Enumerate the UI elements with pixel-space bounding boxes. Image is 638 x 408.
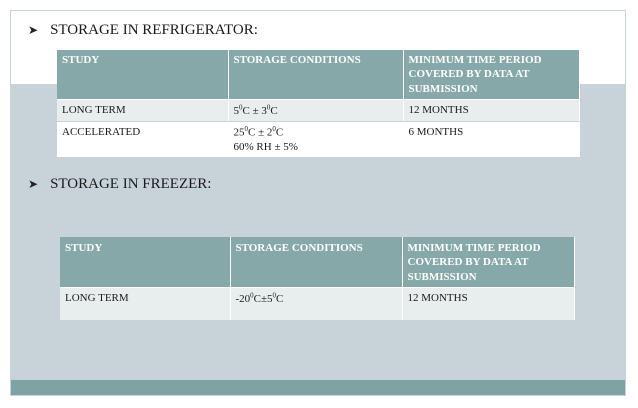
table-header-row [57, 50, 579, 99]
heading-freezer [28, 176, 211, 193]
arrow-bullet-icon: ➤ [28, 23, 39, 37]
freezer-table [60, 237, 575, 321]
heading-refrigerator-text: STORAGE IN REFRIGERATOR: [50, 22, 258, 38]
column-header-conditions: STORAGE CONDITIONS [230, 237, 402, 287]
cell-study: ACCELERATED [57, 121, 228, 157]
table-row [57, 99, 579, 121]
heading-freezer-text: STORAGE IN FREEZER: [50, 176, 212, 192]
condition-line-1: $-20^0C\pm 5^0C$ [235, 290, 284, 305]
column-header-period: MINIMUM TIME PERIOD COVERED BY DATA AT SUBMISSION [403, 50, 579, 99]
table-row [60, 287, 574, 320]
table-row [57, 121, 579, 157]
footer-bar [11, 380, 625, 395]
arrow-bullet-icon: ➤ [28, 177, 39, 191]
column-header-study: STUDY [60, 237, 230, 287]
cell-period: 12 MONTHS [403, 99, 579, 121]
cell-condition [230, 287, 402, 320]
cell-study: LONG TERM [60, 287, 230, 320]
condition-line-1: $5^0C \pm 3^0C$ [233, 102, 278, 117]
heading-refrigerator [28, 22, 258, 39]
cell-study: LONG TERM [57, 99, 228, 121]
cell-condition [228, 121, 403, 157]
cell-period: 6 MONTHS [403, 121, 579, 157]
table-header-row [60, 237, 574, 287]
column-header-period: MINIMUM TIME PERIOD COVERED BY DATA AT SUBMISSION [402, 237, 574, 287]
refrigerator-table [57, 50, 580, 158]
cell-period: 12 MONTHS [402, 287, 574, 320]
condition-line-2: 60% RH ± 5% [233, 140, 298, 153]
condition-line-1: $25^0C \pm 2^0C$ [233, 124, 284, 139]
column-header-study: STUDY [57, 50, 228, 99]
column-header-conditions: STORAGE CONDITIONS [228, 50, 403, 99]
cell-condition [228, 99, 403, 121]
